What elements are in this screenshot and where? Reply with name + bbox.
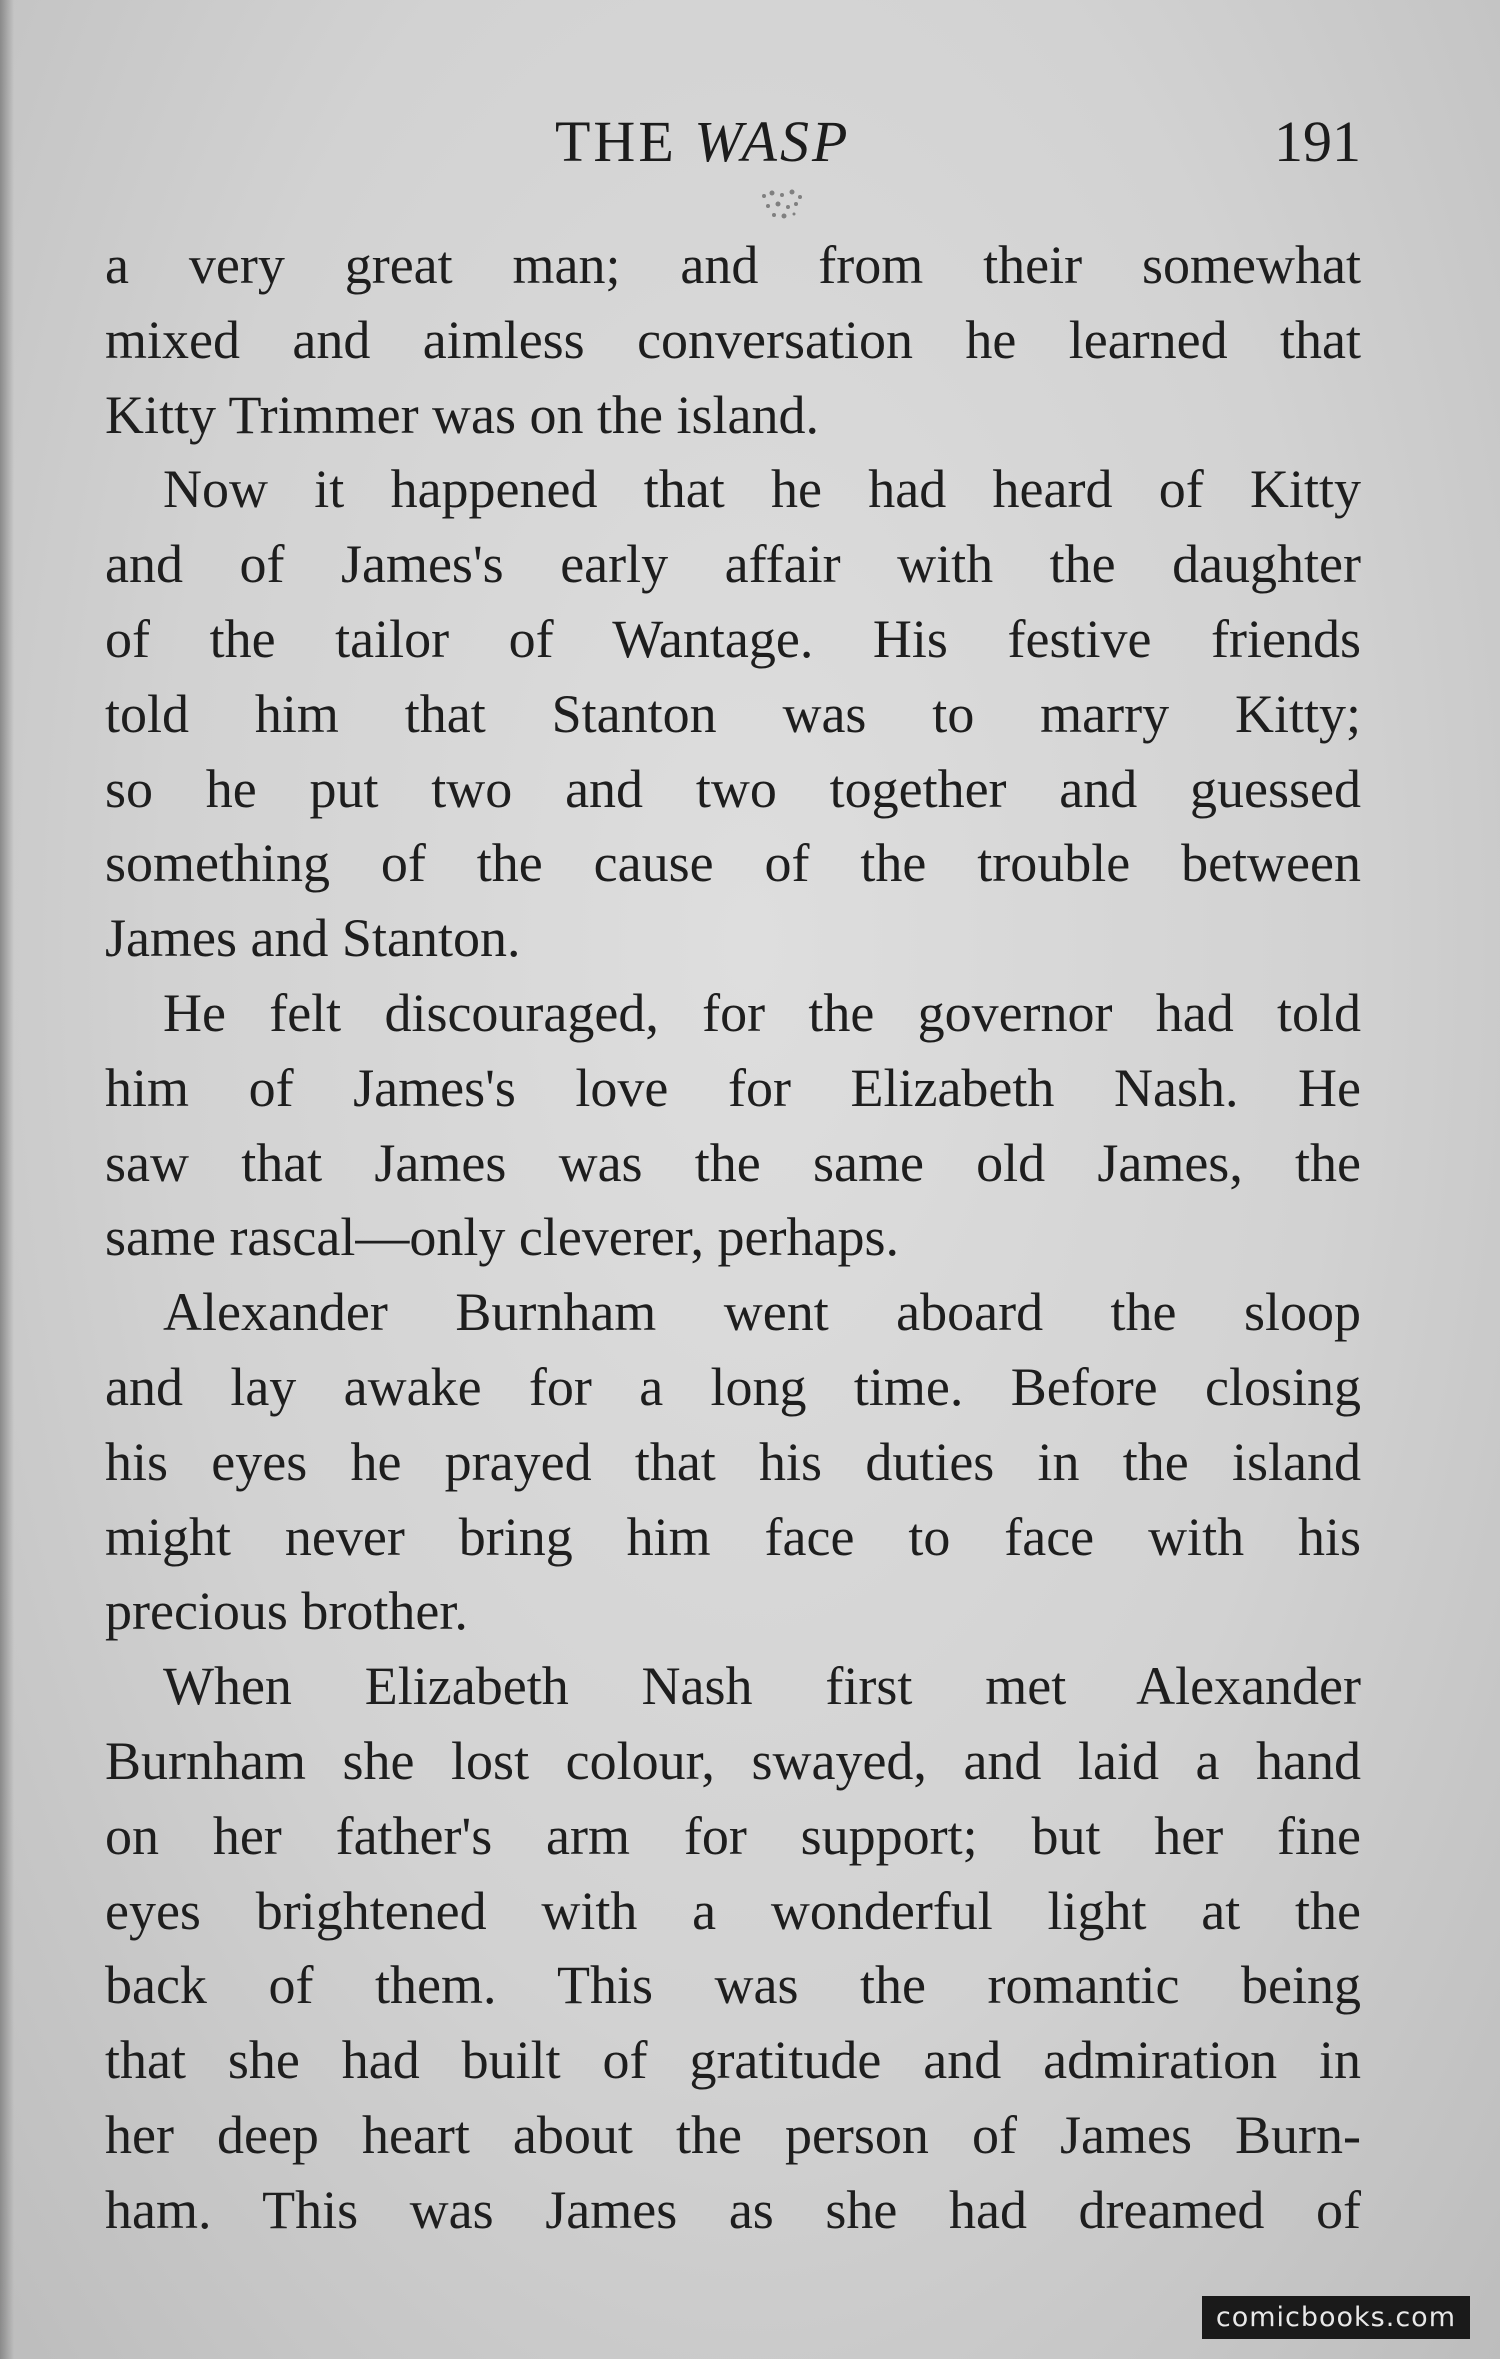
paragraph — [105, 228, 1361, 452]
running-title-italic: WASP — [694, 109, 851, 174]
paragraph — [105, 976, 1361, 1275]
running-header — [0, 108, 1500, 178]
text-line: eyes brightened with a wonderful light at the — [105, 1880, 1361, 1941]
body-text — [105, 228, 1361, 2248]
text-line: back of them. This was the romantic being — [105, 1955, 1361, 2016]
watermark: comicbooks.com — [1202, 2296, 1470, 2339]
text-line: James and Stanton. — [105, 908, 521, 969]
page-number: 191 — [1274, 109, 1361, 174]
printer-ornament-icon — [752, 186, 812, 224]
running-title-prefix: THE — [555, 109, 677, 174]
text-line: his eyes he prayed that his duties in the island — [105, 1431, 1361, 1492]
text-line: of the tailor of Wantage. His festive friends — [105, 608, 1361, 669]
paragraph — [105, 452, 1361, 976]
text-line: and of James's early affair with the daughter — [105, 534, 1361, 595]
text-line: saw that James was the same old James, the — [105, 1132, 1361, 1193]
text-line: When Elizabeth Nash first met Alexander — [163, 1656, 1361, 1717]
text-line: Kitty Trimmer was on the island. — [105, 384, 819, 445]
text-line: that she had built of gratitude and admiration in — [105, 2030, 1361, 2091]
text-line: same rascal—only cleverer, perhaps. — [105, 1207, 899, 1268]
text-line: a very great man; and from their somewhat — [105, 235, 1361, 295]
text-line: so he put two and two together and guessed — [105, 758, 1361, 819]
paragraph — [105, 1275, 1361, 1649]
text-line: and lay awake for a long time. Before closing — [105, 1356, 1361, 1417]
text-line: him of James's love for Elizabeth Nash. He — [105, 1057, 1361, 1118]
text-line: Alexander Burnham went aboard the sloop — [163, 1282, 1361, 1343]
text-line: ham. This was James as she had dreamed of — [105, 2179, 1361, 2240]
text-line: might never bring him face to face with his — [105, 1506, 1361, 1567]
text-line: on her father's arm for support; but her fine — [105, 1805, 1361, 1866]
text-line: precious brother. — [105, 1581, 468, 1642]
text-line: He felt discouraged, for the governor had told — [163, 982, 1361, 1043]
text-line: mixed and aimless conversation he learned that — [105, 309, 1361, 370]
text-line: Burnham she lost colour, swayed, and laid a hand — [105, 1730, 1361, 1791]
text-line: Now it happened that he had heard of Kitty — [163, 459, 1361, 520]
text-line: something of the cause of the trouble between — [105, 833, 1361, 894]
page-gutter-shadow — [0, 0, 14, 2359]
running-title — [555, 108, 850, 175]
paragraph — [105, 1649, 1361, 2247]
text-line: told him that Stanton was to marry Kitty; — [105, 683, 1361, 744]
text-line: her deep heart about the person of James Burn- — [105, 2104, 1361, 2165]
